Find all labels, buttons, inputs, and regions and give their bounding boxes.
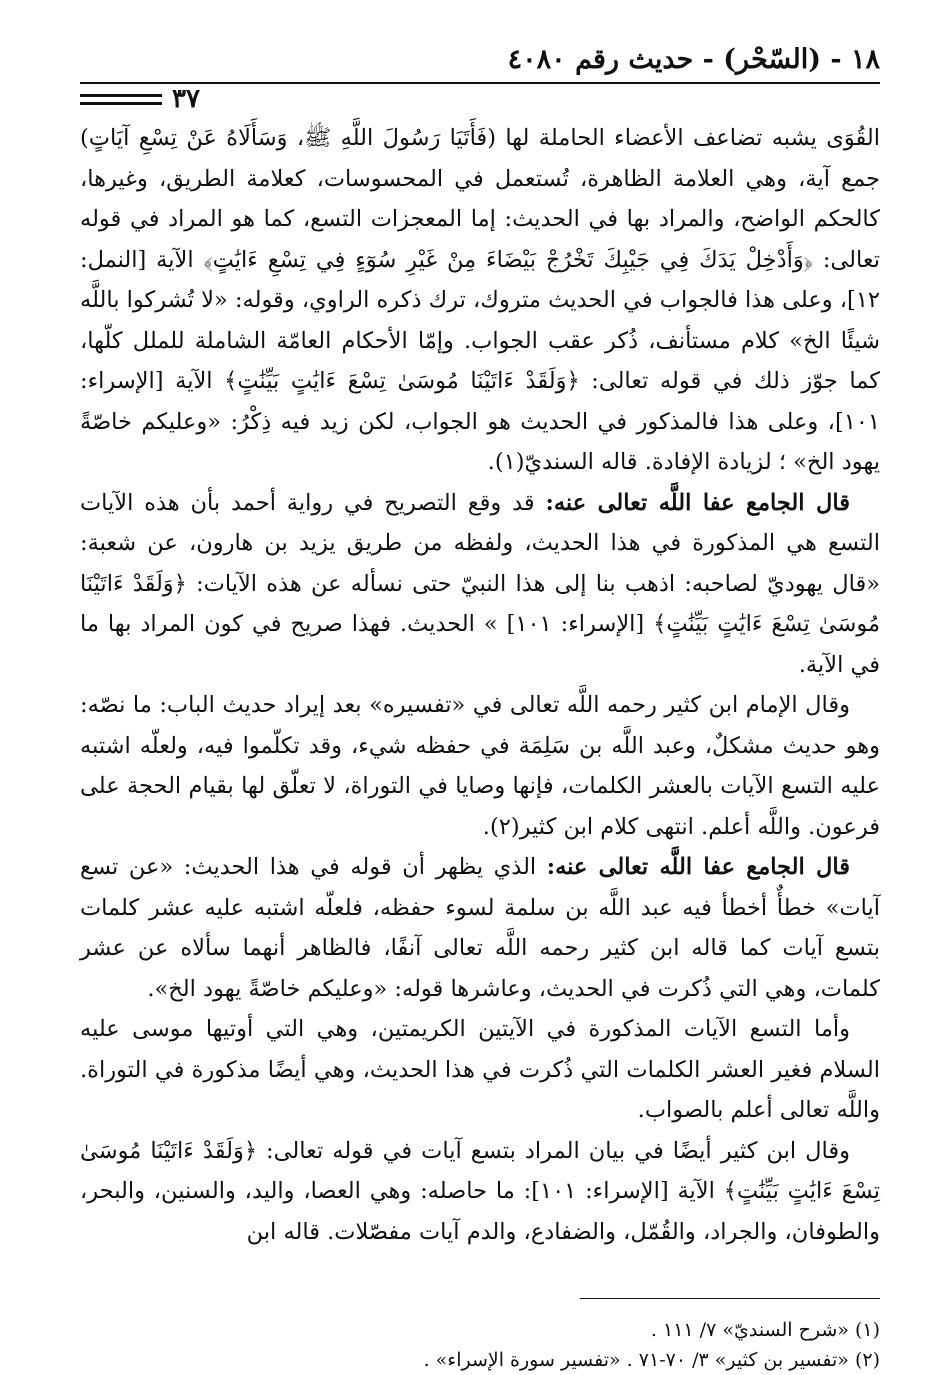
running-title: ١٨ - (السّحْر) - حديث رقم ٤٠٨٠: [507, 44, 880, 75]
footnote-2: (٢) «تفسير بن كثير» ٣/ ٧٠-٧١ . «تفسير سورة الإسراء» .: [423, 1349, 880, 1371]
paragraph-text: وأما التسع الآيات المذكورة في الآيتين الكريمتين، وهي التي أوتيها موسى عليه السلام فغير العشر الكلمات التي ذُكرت في هذا الحديث، وهي أيضًا مذكورة في التوراة. واللَّه تعالى أعلم بالصواب.: [80, 1016, 880, 1123]
paragraph-text: وقال الإمام ابن كثير رحمه اللَّه تعالى في «تفسيره» بعد إيراد حديث الباب: ما نصّه: وهو حديث مشكلٌ، وعبد اللَّه بن سَلِمَة في حفظه شيء، وقد تكلّموا فيه، ولعلّه اشتبه عليه التسع الآيات بالعشر الكلمات، فإنها وصايا في التوراة، لا تعلّق لها بقيام الحجة على فرعون. واللَّه أعلم. انتهى كلام ابن كثير(٢).: [80, 692, 880, 840]
paragraph-lead: قال الجامع عفا اللَّه تعالى عنه:: [546, 854, 850, 880]
page-number-block: [80, 82, 230, 132]
paragraph-text: قد وقع التصريح في رواية أحمد بأن هذه الآيات التسع هي المذكورة في هذا الحديث، ولفظه من طريق يزيد بن هارون، عن شعبة: «قال يهوديّ لصاحبه: اذهب بنا إلى هذا النبيّ حتى نسأله عن هذه الآيات: ﴿وَلَقَدْ ءَاتَيْنَا مُوسَىٰ تِسْعَ ءَايَٰتٍ بَيِّنَٰتٍ﴾ [الإسراء: ١٠١] » الحديث. فهذا صريح في كون المراد بها ما في الآية.: [80, 489, 880, 678]
footnote-rule: [580, 1298, 880, 1299]
paragraph-5: [80, 1009, 880, 1131]
paragraph-text: وقال ابن كثير أيضًا في بيان المراد بتسع آيات في قوله تعالى: ﴿وَلَقَدْ ءَاتَيْنَا مُوسَىٰ تِسْعَ ءَايَٰتٍ بَيِّنَٰتٍ﴾ الآية [الإسراء: ١٠١]: ما حاصله: وهي العصا، واليد، والسنين، والبحر، والطوفان، والجراد، والقُمّل، والضفادع، والدم آيات مفصّلات. قاله ابن: [80, 1137, 880, 1245]
paragraph-2: [80, 483, 880, 686]
page-number-rule-bottom: [80, 102, 162, 105]
page-header: [80, 40, 880, 114]
paragraph-1: [80, 118, 880, 483]
footnotes: [80, 1315, 880, 1375]
page-number: ٣٧: [172, 84, 200, 114]
paragraph-lead: قال الجامع عفا اللَّه تعالى عنه:: [545, 489, 851, 516]
paragraph-6: [80, 1131, 880, 1253]
body-text: [80, 118, 880, 1252]
paragraph-text: القُوَى يشبه تضاعف الأعضاء الحاملة لها (فَأَتَيَا رَسُولَ اللَّهِ ﷺ، وَسَأَلَاهُ عَنْ تِسْعِ آيَاتٍ) جمع آية، وهي العلامة الظاهرة، تُستعمل في المحسوسات، كعلامة الطريق، وغيرها، كالحكم الواضح، والمراد بها في الحديث: إما المعجزات التسع، كما هو المراد في قوله تعالى: ﴿وَأَدْخِلْ يَدَكَ فِي جَيْبِكَ تَخْرُجْ بَيْضَاءَ مِنْ غَيْرِ سُوٓءٍ فِي تِسْعِ ءَايَٰتٍ﴾ الآية [النمل: ١٢]، وعلى هذا فالجواب في الحديث متروك، ترك ذكره الراوي، وقوله: «لا تُشركوا باللَّه شيئًا الخ» كلام مستأنف، ذُكر عقب الجواب. وإمّا الأحكام العامّة الشاملة للملل كلّها، كما جوّز ذلك في قوله تعالى: ﴿وَلَقَدْ ءَاتَيْنَا مُوسَىٰ تِسْعَ ءَايَٰتٍ بَيِّنَٰتٍ﴾ الآية [الإسراء: ١٠١]، وعلى هذا فالمذكور في الحديث هو الجواب، لكن زيد فيه ذِكْرُ: «وعليكم خاصّةً يهود الخ» ؛ لزيادة الإفادة. قاله السنديّ(١).: [80, 125, 880, 475]
paragraph-text: الذي يظهر أن قوله في هذا الحديث: «عن تسع آيات» خطأٌ أخطأ فيه عبد اللَّه بن سلمة لسوء حفظه، فلعلّه اشتبه عليه عشر كلمات بتسع آيات كما قاله ابن كثير رحمه اللَّه تعالى آنفًا، فالظاهر أنهما سألاه عن عشر كلمات، وهي التي ذُكرت في الحديث، وعاشرها قوله: «وعليكم خاصّةً يهود الخ».: [80, 854, 880, 1002]
paragraph-3: [80, 685, 880, 847]
page-number-rule-top: [80, 94, 162, 97]
paragraph-4: [80, 847, 880, 1009]
footnote-1: (١) «شرح السنديّ» ٧/ ١١١ .: [650, 1319, 880, 1341]
document-page: [80, 40, 880, 1375]
